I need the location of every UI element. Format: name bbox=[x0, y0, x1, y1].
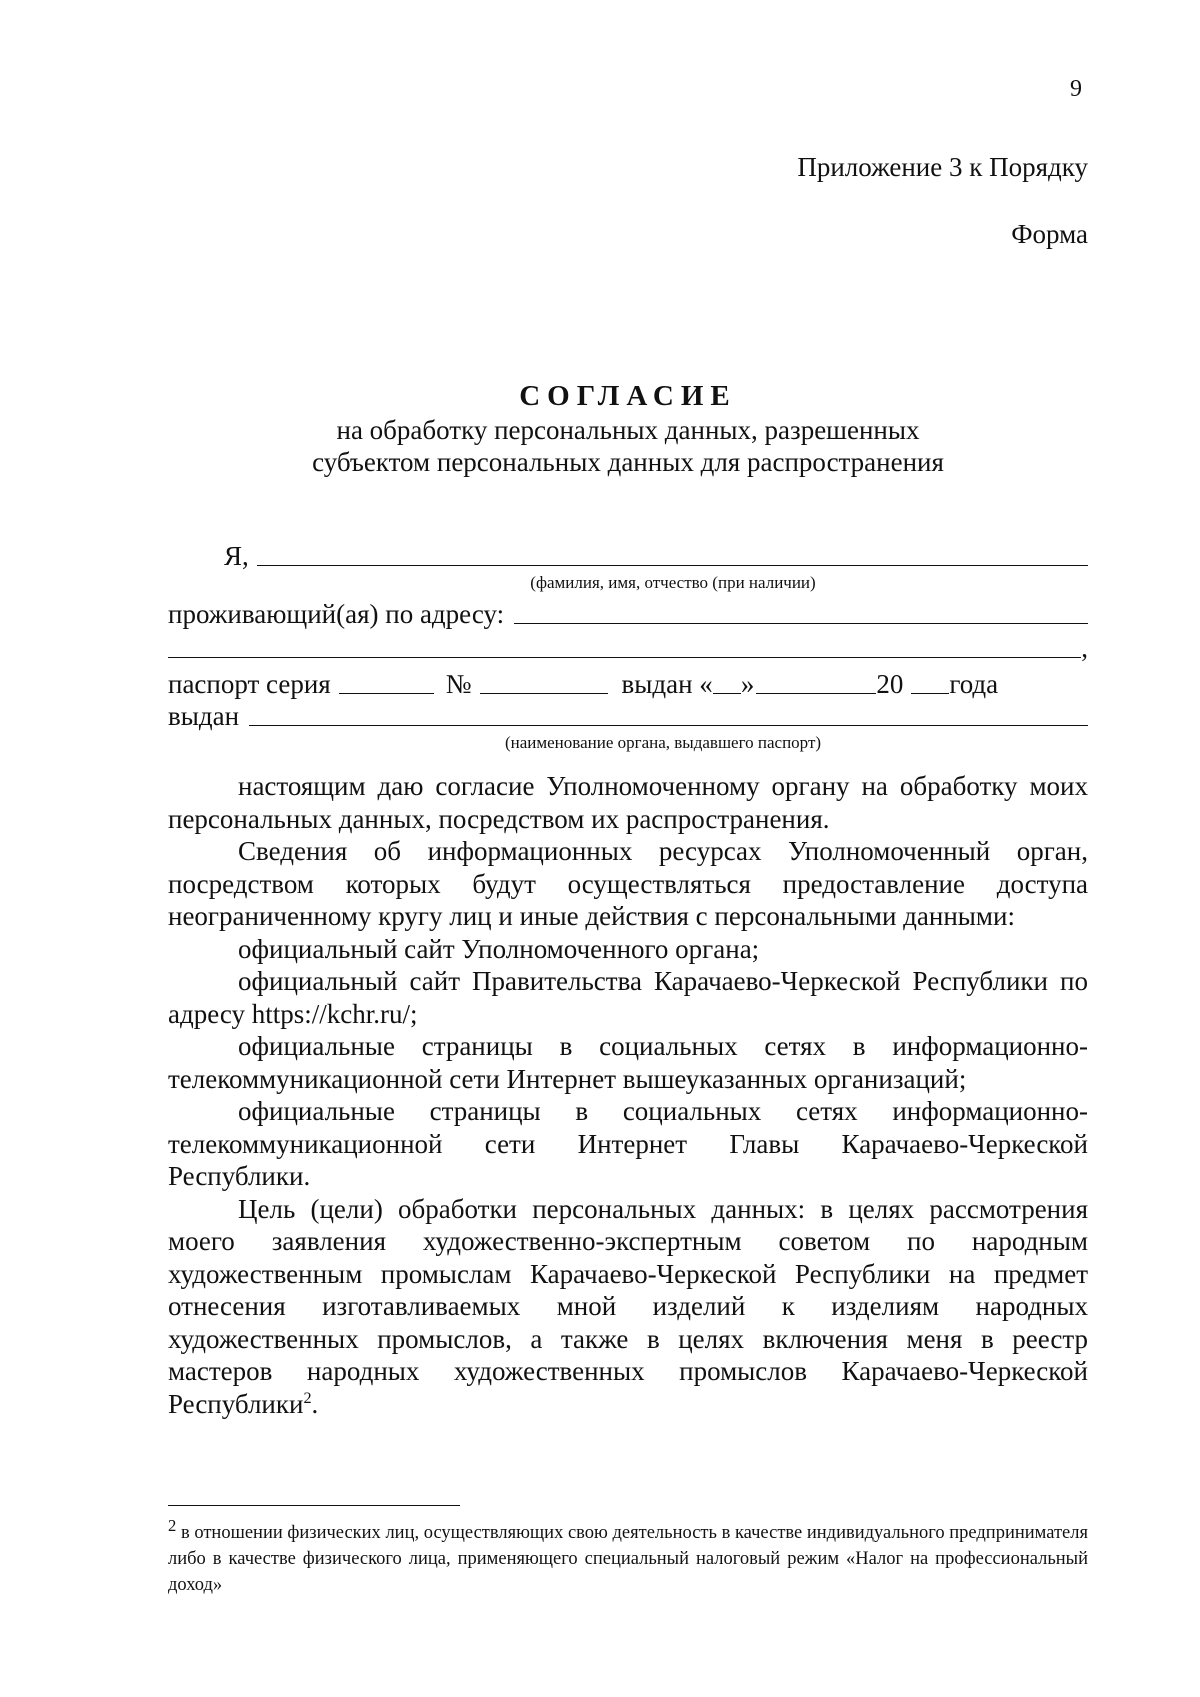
body-paragraph-1: настоящим даю согласие Уполномоченному органу на обработку моих персональных данных, посредством их распространения. bbox=[168, 771, 1088, 834]
address-field-continued[interactable] bbox=[168, 656, 1081, 658]
body-paragraph-7-end: . bbox=[311, 1388, 319, 1419]
comma: , bbox=[1081, 633, 1088, 663]
address-row bbox=[168, 598, 1088, 630]
document-title: СОГЛАСИЕ bbox=[519, 380, 737, 412]
issue-day-field[interactable] bbox=[713, 692, 741, 694]
i-label: Я, bbox=[224, 541, 249, 571]
passport-series-field[interactable] bbox=[339, 692, 434, 694]
footnote-divider bbox=[168, 1505, 460, 1506]
footnote-text: в отношении физических лиц, осуществляющих свою деятельность в качестве индивидуального предпринимателя либо в качестве физического лица, применяющего специальный налоговый режим «Налог на профессиональный доход» bbox=[168, 1523, 1088, 1595]
passport-number-field[interactable] bbox=[480, 692, 608, 694]
passport-number-label: № bbox=[445, 669, 472, 699]
address-row-2 bbox=[168, 630, 1088, 664]
footnote bbox=[168, 1515, 1088, 1598]
address-field[interactable] bbox=[514, 622, 1088, 624]
page-number: 9 bbox=[1070, 76, 1082, 102]
title-block bbox=[168, 378, 1088, 478]
consent-body bbox=[168, 770, 1088, 1420]
body-paragraph-5: официальные страницы в социальных сетях в информационно-телекоммуникационной сети Интернет вышеуказанных организаций; bbox=[168, 1031, 1088, 1094]
issued-on-label: выдан « bbox=[621, 669, 713, 699]
body-paragraph-2: Сведения об информационных ресурсах Уполномоченный орган, посредством которых будут осуществляться предоставление доступа неограниченному кругу лиц и иные действия с персональными данными: bbox=[168, 836, 1088, 931]
body-paragraph-3: официальный сайт Уполномоченного органа; bbox=[238, 933, 760, 964]
year-prefix: 20 bbox=[876, 669, 904, 699]
quote-close: » bbox=[740, 669, 755, 699]
issue-year-field[interactable] bbox=[911, 692, 949, 694]
body-paragraph-7-text: Цель (цели) обработки персональных данных: в целях рассмотрения моего заявления художественно-экспертным советом по народным художественным промыслам Карачаево-Черкеской Республики на предмет отнесения изготавливаемых мной изделий к изделиям народных художественных промыслов, а также в целях включения меня в реестр мастеров народных художественных промыслов Карачаево-Черкеской Республики bbox=[168, 1193, 1088, 1419]
issue-month-field[interactable] bbox=[756, 692, 876, 694]
subtitle-line-2: субъектом персональных данных для распространения bbox=[312, 447, 944, 477]
passport-series-label: паспорт серия bbox=[168, 669, 331, 699]
footnote-reference[interactable]: 2 bbox=[303, 1388, 312, 1407]
name-row bbox=[168, 540, 1088, 572]
issued-by-row bbox=[168, 700, 1088, 732]
body-paragraph-4: официальный сайт Правительства Карачаево-Черкеской Республики по адресу https://kchr.ru/; bbox=[168, 966, 1088, 1029]
address-label: проживающий(ая) по адресу: bbox=[168, 599, 505, 629]
personal-data-fields bbox=[168, 540, 1088, 758]
body-paragraph-6: официальные страницы в социальных сетях информационно-телекоммуникационной сети Интернет Главы Карачаево-Черкеской Республики. bbox=[168, 1096, 1088, 1191]
year-label: года bbox=[949, 669, 999, 699]
issuer-field[interactable] bbox=[249, 724, 1088, 726]
full-name-field[interactable] bbox=[257, 564, 1088, 566]
body-paragraph-7 bbox=[168, 1193, 1088, 1421]
issuer-caption: (наименование органа, выдавшего паспорт) bbox=[504, 733, 822, 752]
form-label: Форма bbox=[1011, 219, 1088, 249]
footnote-mark: 2 bbox=[168, 1515, 177, 1535]
passport-row bbox=[168, 664, 1088, 700]
appendix-label: Приложение 3 к Порядку bbox=[797, 152, 1088, 182]
subtitle-line-1: на обработку персональных данных, разрешенных bbox=[336, 415, 920, 445]
issued-by-label: выдан bbox=[168, 701, 240, 731]
name-caption: (фамилия, имя, отчество (при наличии) bbox=[530, 573, 816, 592]
